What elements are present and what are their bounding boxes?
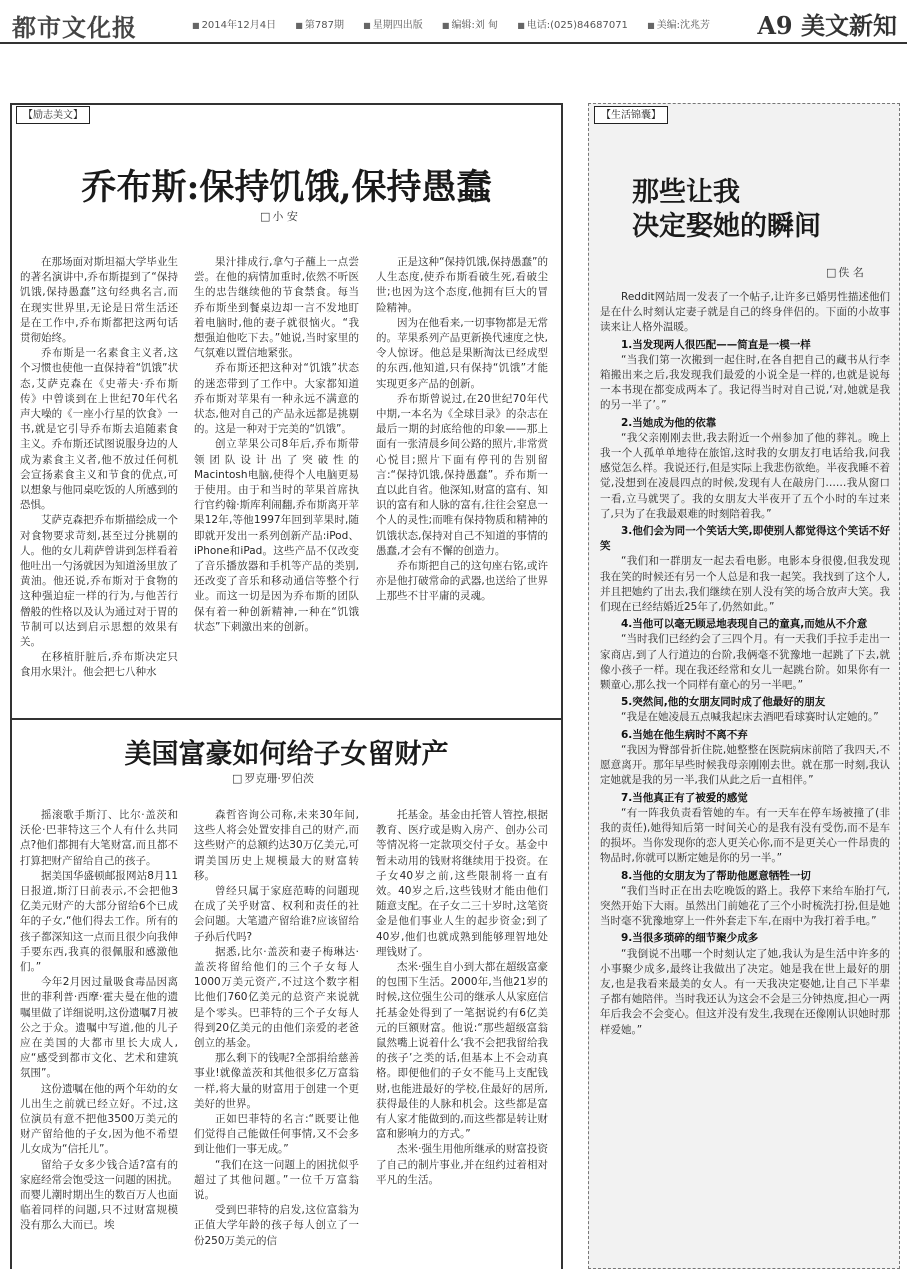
paragraph: “我们当时正在出去吃晚饭的路上。我停下来给车胎打气,突然开始下大雨。虽然出门前她花了三个小时梳洗打扮,但是她当时毫不犹豫地穿上一件外套走下车,在雨中为我打着手电。” bbox=[600, 884, 890, 928]
paragraph: 在移植肝脏后,乔布斯决定只食用水果汁。他会把七八种水 bbox=[20, 651, 178, 679]
section-heading: 6.当她在他生病时不离不弃 bbox=[621, 728, 748, 741]
newspaper-logo: 都市文化报 bbox=[12, 14, 137, 42]
paragraph: “当我们第一次搬到一起住时,在各自把自己的藏书从行李箱搬出来之后,我发现我们最爱的小说全是一样的,也就是说每一本书现在都变成两本了。我记得当时对自己说,‘对,她就是我的另一半了’。” bbox=[600, 353, 890, 412]
paragraph: 乔布斯还把这种对“饥饿”状态的迷恋带到了工作中。大家都知道乔布斯对苹果有一种永远不满意的状态,他对自己的产品永远都是挑剔的。这是一种对于完美的“饥饿”。 bbox=[194, 362, 359, 436]
section-heading: 9.当很多琐碎的细节聚少成多 bbox=[621, 932, 759, 945]
article3-body bbox=[600, 290, 890, 1265]
article3-title-line-2: 决定娶她的瞬间 bbox=[632, 211, 821, 242]
paragraph: 受到巴菲特的启发,这位富翁为正值大学年龄的孩子每人创立了一份250万美元的信 bbox=[194, 1204, 359, 1247]
paragraph: 杰米·强生用他所继承的财富投资了自己的制片事业,并在纽约过着相对平凡的生活。 bbox=[376, 1143, 548, 1186]
issue-editor: ■ 编辑:刘 甸 bbox=[442, 20, 498, 31]
paragraph: “当时我们已经约会了三四个月。有一天我们手拉手走出一家商店,到了人行道边的台阶,我俩毫不犹豫地一起跳了下去,就像小孩子一样。现在我还经常和女儿一起跳台阶。如果你有一颗童心,那么找一个同样有童心的另一半吧。” bbox=[600, 633, 890, 692]
paragraph: 今年2月因过量吸食毒品因离世的菲利普·西摩·霍夫曼在他的遗嘱里做了详细说明,这份遗嘱7月被公之于众。遗嘱中写道,他的儿子应在美国的大都市里长大成人,应“感受到都市文化、艺术和建筑氛围”。 bbox=[20, 976, 178, 1080]
paragraph: “我父亲刚刚去世,我去附近一个州参加了他的葬礼。晚上我一个人孤单单地待在旅馆,这时我的女朋友打电话给我,问我感觉怎么样。我说还行,但是实际上我悲伤欲绝。半夜我睡不着觉,没想到在凌晨四点的时候,发现有人在敲房门……我从窗口一看,立马就哭了。我的女朋友大半夜开了五个小时的车过来了,只为了在我最艰难的时刻陪着我。” bbox=[600, 431, 890, 520]
paragraph: “我们和一群朋友一起去看电影。电影本身很傻,但我发现我在笑的时候还有另一个人总是和我一起笑。我找到了这个人,并且把她约了出去,我们继续在别人没有笑的场合放声大笑。我们现在已经结婚近25年了,仍然如此。” bbox=[600, 555, 890, 614]
masthead bbox=[0, 0, 907, 44]
paragraph: 据悉,比尔·盖茨和妻子梅琳达·盖茨将留给他们的三个子女每人1000万美元资产,不过这个数字相比他们760亿美元的总资产来说就是个零头。巴菲特的三个子女每人得到20亿美元的由他们亲爱的老爸创立的基金。 bbox=[194, 945, 359, 1050]
article2-column-3 bbox=[376, 808, 548, 1266]
paragraph: 果汁排成行,拿勺子蘸上一点尝尝。在他的病情加重时,依然不听医生的忠告继续他的节食禁食。每当乔布斯坐到餐桌边却一言不发地盯着电脑时,他的妻子就很恼火。“我想强迫他吃下去。”她说,当时家里的气氛难以置信地紧张。 bbox=[194, 256, 359, 360]
paragraph: “有一阵我负责看管她的车。有一天车在停车场被撞了(非我的责任),她得知后第一时间关心的是我有没有受伤,而不是车的损坏。当你发现你的恋人更关心你,而不是更关心一件昂贵的物品时,你就可以断定她是你的另一半。” bbox=[600, 806, 890, 865]
paragraph: 据美国华盛顿邮报网站8月11日报道,斯汀日前表示,不会把他3亿美元财产的大部分留给6个已成年的子女,“他们得去工作。所有的孩子都深知这一点而且很少向我伸手要东西,我真的很佩服和感激他们。” bbox=[20, 869, 178, 974]
paragraph: “我们在这一问题上的困扰似乎超过了其他问题。”一位千万富翁说。 bbox=[194, 1158, 359, 1202]
paragraph: 杰米·强生自小到大都在超级富豪的包围下生活。2000年,当他21岁的时候,这位强生公司的继承人从家庭信托基金处得到了一笔据说约有6亿美元的巨额财富。他说:“那些超级富翁鼠然嘴上说着什么‘我不会把我留给我的孩子’之类的话,但基本上不会动真格。即便他们的子女不能马上支配钱财,也能进最好的学校,住最好的居所,获得最佳的人脉和机会。这些都是富有人家才能做到的,而这些都是转让财富和影响力的方式。” bbox=[376, 961, 548, 1141]
paragraph: 曾经只属于家庭范畴的问题现在成了关乎财富、权利和责任的社会问题。大笔遗产留给谁?应该留给子孙后代吗? bbox=[194, 885, 359, 943]
paragraph: 因为在他看来,一切事物都是无常的。苹果系列产品更新换代速度之快,令人惊讶。他总是果断淘汰已经成型的东西,他知道,只有保持“饥饿”才能实现更多产品的创新。 bbox=[376, 316, 548, 390]
issue-number: ■ 第787期 bbox=[295, 20, 344, 31]
issue-date: ■ 2014年12月4日 bbox=[192, 20, 276, 31]
article3-author: □ 佚 名 bbox=[826, 264, 864, 280]
intro-paragraph: Reddit网站周一发表了一个帖子,让许多已婚男性描述他们是在什么时刻认定妻子就是自己的终身伴侣的。下面的小故事读来让人格外温暖。 bbox=[600, 291, 890, 334]
issue-designer: ■ 美编:沈兆芳 bbox=[647, 20, 710, 31]
article1-author: □ 小 安 bbox=[260, 208, 298, 224]
paragraph: 正是这种“保持饥饿,保持愚蠢”的人生态度,使乔布斯看破生死,看破尘世;也因为这个态度,他拥有巨大的冒险精神。 bbox=[376, 256, 548, 314]
page-section-title: A9 美文新知 bbox=[757, 11, 897, 40]
article1-column-3 bbox=[376, 255, 548, 705]
paragraph: 森哲咨询公司称,未来30年间,这些人将会处置安排自己的财产,而这些财产的总额约达30万亿美元,可谓美国历史上规模最大的财富转移。 bbox=[194, 809, 359, 882]
paragraph: 托基金。基金由托管人管控,根据教育、医疗或是购入房产、创办公司等情况将一定款项交付子女。基金中暂未动用的钱财将继续用于投资。在子女40岁之前,这些限制将一直有效。40岁之后,这些钱财才能由他们随意支配。在子女二三十岁时,这笔资金是他们事业人生的起步资金;到了40岁,他们也就成熟到能够理智地处理钱财了。 bbox=[376, 809, 548, 958]
section-heading: 8.当他的女朋友为了帮助他愿意牺牲一切 bbox=[621, 869, 811, 882]
article2-column-2 bbox=[194, 808, 359, 1266]
paragraph: 这份遗嘱在他的两个年幼的女儿出生之前就已经立好。不过,这位演员有意不把他3500万美元的财产留给他的子女,因为他不希望儿女成为“信托儿”。 bbox=[20, 1082, 178, 1156]
article3-title-line-1: 那些让我 bbox=[632, 177, 740, 208]
article3-title bbox=[632, 176, 821, 244]
section-heading: 7.当他真正有了被爱的感觉 bbox=[621, 791, 748, 804]
paragraph: 乔布斯曾说过,在20世纪70年代中期,一本名为《全球目录》的杂志在最后一期的封底给他的印象——那上面有一张清晨乡间公路的照片,非常赏心悦目;照片下面有停刊的告别留言:“保持饥饿,保持愚蠢”。乔布斯一直以此自省。他深知,财富的富有、知识的富有和人脉的富有,往往会窒息一个人的灵性;而唯有保持物质和精神的饥饿状态,保持对自己不知道的事情的愚蠢,才会有不懈的创造力。 bbox=[376, 392, 548, 557]
paragraph: “我是在她凌晨五点喊我起床去酒吧看球赛时认定她的。” bbox=[621, 711, 879, 724]
article1-title: 乔布斯:保持饥饿,保持愚蠢 bbox=[81, 167, 492, 208]
paragraph: 乔布斯把自己的这句座右铭,或许亦是他打破常命的武器,也送给了世界上那些不甘平庸的灵魂。 bbox=[376, 560, 548, 603]
article-divider bbox=[10, 718, 563, 720]
section-tag-life-tips: 【生活锦囊】 bbox=[594, 106, 668, 124]
paragraph: “我因为臀部骨折住院,她整整在医院病床前陪了我四天,不愿意离开。那年早些时候我母亲刚刚去世。就在那一时刻,我认定她就是我的另一半,我们从此之后一直相伴。” bbox=[600, 743, 890, 787]
section-heading: 4.当他可以毫无顾忌地表现自己的童真,而她从不介意 bbox=[621, 618, 868, 631]
paragraph: 正如巴菲特的名言:“既要让他们觉得自己能做任何事情,又不会多到让他们一事无成。” bbox=[194, 1113, 359, 1156]
issue-phone: ■ 电话:(025)84687071 bbox=[517, 20, 628, 31]
issue-info bbox=[192, 16, 726, 31]
paragraph: 摇滚歌手斯汀、比尔·盖茨和沃伦·巴菲特这三个人有什么共同点?他们都拥有大笔财富,而且都不打算把财产留给自己的孩子。 bbox=[20, 809, 178, 867]
section-heading: 1.当发现两人很匹配——简直是一模一样 bbox=[621, 338, 811, 351]
article1-column-2 bbox=[194, 255, 359, 705]
section-heading: 3.他们会为同一个笑话大笑,即使别人都觉得这个笑话不好笑 bbox=[600, 525, 890, 553]
article2-column-1 bbox=[20, 808, 178, 1266]
article2-title: 美国富豪如何给子女留财产 bbox=[124, 739, 449, 770]
paragraph: 乔布斯是一名素食主义者,这个习惯也使他一直保持着“饥饿”状态,艾萨克森在《史蒂夫·乔布斯传》中曾谈到在上世纪70年代名声大噪的《一座小行星的饮食》一书,就是它引导乔布斯去追随素食主义。乔布斯还试图说服身边的人成为素食主义者,他不放过任何机会宣扬素食主义和节食的优点,可以想象与他同桌吃饭的人所感到的恐惧。 bbox=[20, 347, 178, 512]
paragraph: “我倒说不出哪一个时刻认定了她,我认为是生活中许多的小事聚少成多,最终让我做出了决定。她是我在世上最好的朋友,也是我看来最美的女人。有一天我决定娶她,让自己下半辈子都有她陪伴。当时我还认为这会不会是三分钟热度,担心一两年后我会不会变心。但这并没有发生,我现在还像刚认识她时那样爱她。” bbox=[600, 947, 890, 1036]
issue-weekday: ■ 星期四出版 bbox=[363, 20, 423, 31]
paragraph: 在那场面对斯坦福大学毕业生的著名演讲中,乔布斯提到了“保持饥饿,保持愚蠢”这句经典名言,而在现实世界里,无论是日常生活还是在工作中,乔布斯都把这两句话贯彻始终。 bbox=[20, 256, 178, 345]
article1-column-1 bbox=[20, 255, 178, 705]
section-heading: 2.当她成为他的依靠 bbox=[621, 416, 717, 429]
section-heading: 5.突然间,他的女朋友同时成了他最好的朋友 bbox=[621, 696, 826, 709]
paragraph: 那么剩下的钱呢?全部捐给慈善事业!就像盖茨和其他很多亿万富翁一样,将大量的财富用于创建一个更美好的世界。 bbox=[194, 1052, 359, 1110]
paragraph: 留给子女多少钱合适?富有的家庭经常会饱受这一问题的困扰。而婴儿潮时期出生的数百万人也面临着同样的问题,只不过财富规模没有那么大而已。埃 bbox=[20, 1158, 178, 1232]
section-tag-inspiration: 【励志美文】 bbox=[16, 106, 90, 124]
paragraph: 创立苹果公司8年后,乔布斯带领团队设计出了突破性的Macintosh电脑,使得个人电脑更易于使用。由于和当时的苹果首席执行官约翰·斯库利闹翻,乔布斯离开苹果12年,等他1997年回到苹果时,随即就开发出一系列创新产品:iPod、iPhone和iPad。这些产品不仅改变了音乐播放器和手机等产品的类别,还改变了音乐和移动通信等整个行业。而这一切是因为乔布斯的团队保有着一种创新精神,一种在“饥饿状态”下刺激出来的创新。 bbox=[194, 438, 359, 633]
paragraph: 艾萨克森把乔布斯描绘成一个对食物要求苛刻,甚至过分挑剔的人。他的女儿莉萨曾讲到怎样看着他吐出一勺汤就因为知道汤里放了黄油。他还说,乔布斯对于食物的这种强迫症一样的行为,与他苦行僧般的性格以及认为通过对于胃的节制可以达到启示思想的效果有关。 bbox=[20, 514, 178, 649]
article2-author: □ 罗克珊·罗伯茨 bbox=[232, 770, 314, 786]
